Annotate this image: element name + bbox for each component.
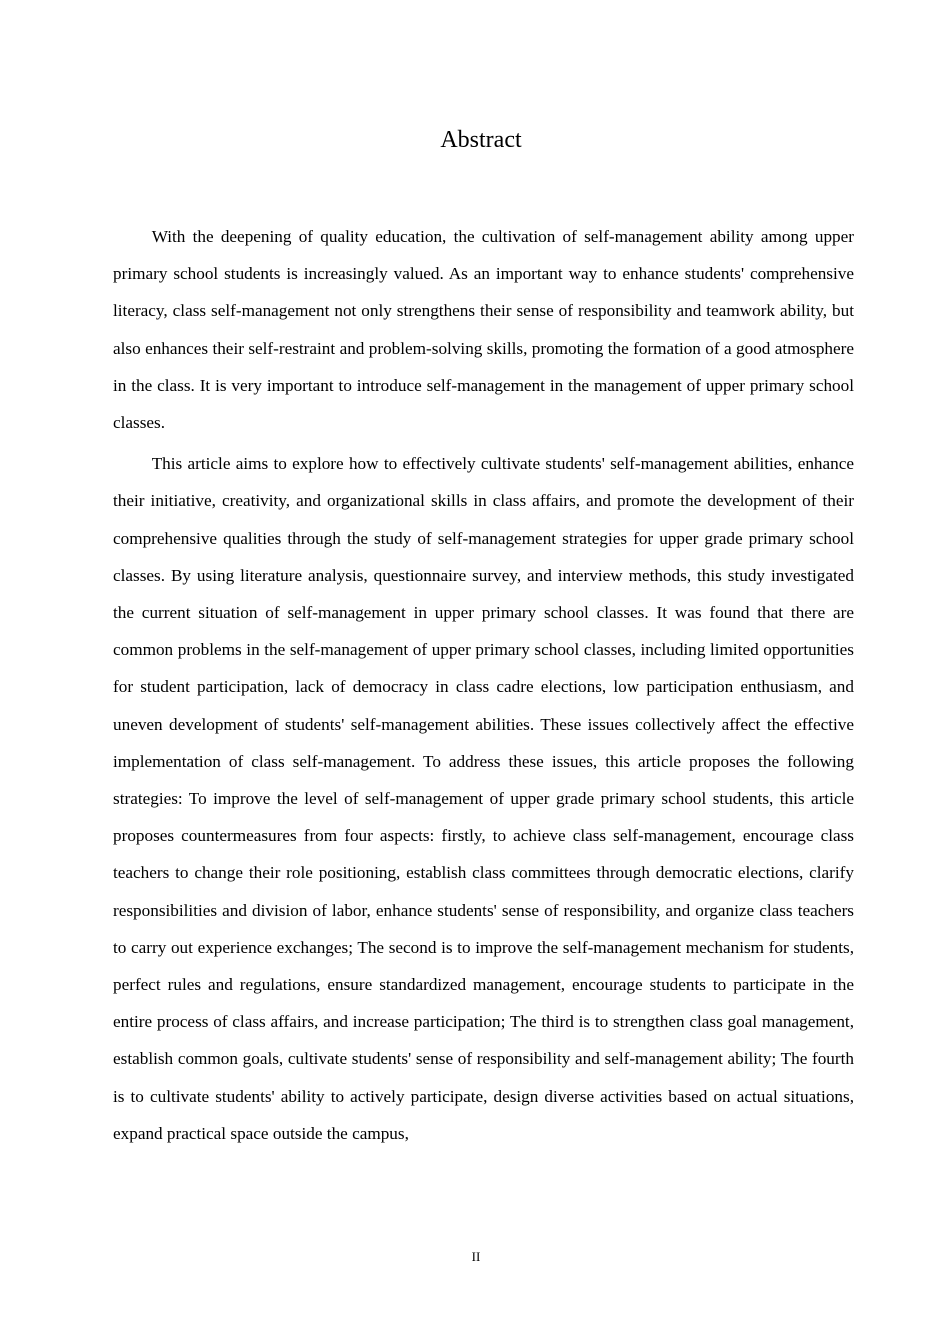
abstract-paragraph-2: This article aims to explore how to effectively cultivate students' self-management abilities, enhance their initiative, creativity, and organizational skills in class affairs, and promote the development of their comprehensive qualities through the study of self-management strategies for upper grade primary school classes. By using literature analysis, questionnaire survey, and interview methods, this study investigated the current situation of self-management in upper primary school classes. It was found that there are common problems in the self-management of upper primary school classes, including limited opportunities for student participation, lack of democracy in class cadre elections, low participation enthusiasm, and uneven development of students' self-management abilities. These issues collectively affect the effective implementation of class self-management. To address these issues, this article proposes the following strategies: To improve the level of self-management of upper grade primary school students, this article proposes countermeasures from four aspects: firstly, to achieve class self-management, encourage class teachers to change their role positioning, establish class committees through democratic elections, clarify responsibilities and division of labor, enhance students' sense of responsibility, and organize class teachers to carry out experience exchanges; The second is to improve the self-management mechanism for students, perfect rules and regulations, ensure standardized management, encourage students to participate in the entire process of class affairs, and increase participation; The third is to strengthen class goal management, establish common goals, cultivate students' sense of responsibility and self-management ability; The fourth is to cultivate students' ability to actively participate, design diverse activities based on actual situations, expand practical space outside the campus, <box>113 454 854 1143</box>
abstract-body <box>113 218 854 1156</box>
page-number: II <box>471 1249 481 1264</box>
page-title: Abstract <box>440 127 522 153</box>
abstract-paragraph-1: With the deepening of quality education, the cultivation of self-management ability among upper primary school students is increasingly valued. As an important way to enhance students' comprehensive literacy, class self-management not only strengthens their sense of responsibility and teamwork ability, but also enhances their self-restraint and problem-solving skills, promoting the formation of a good atmosphere in the class. It is very important to introduce self-management in the management of upper primary school classes. <box>113 227 854 433</box>
